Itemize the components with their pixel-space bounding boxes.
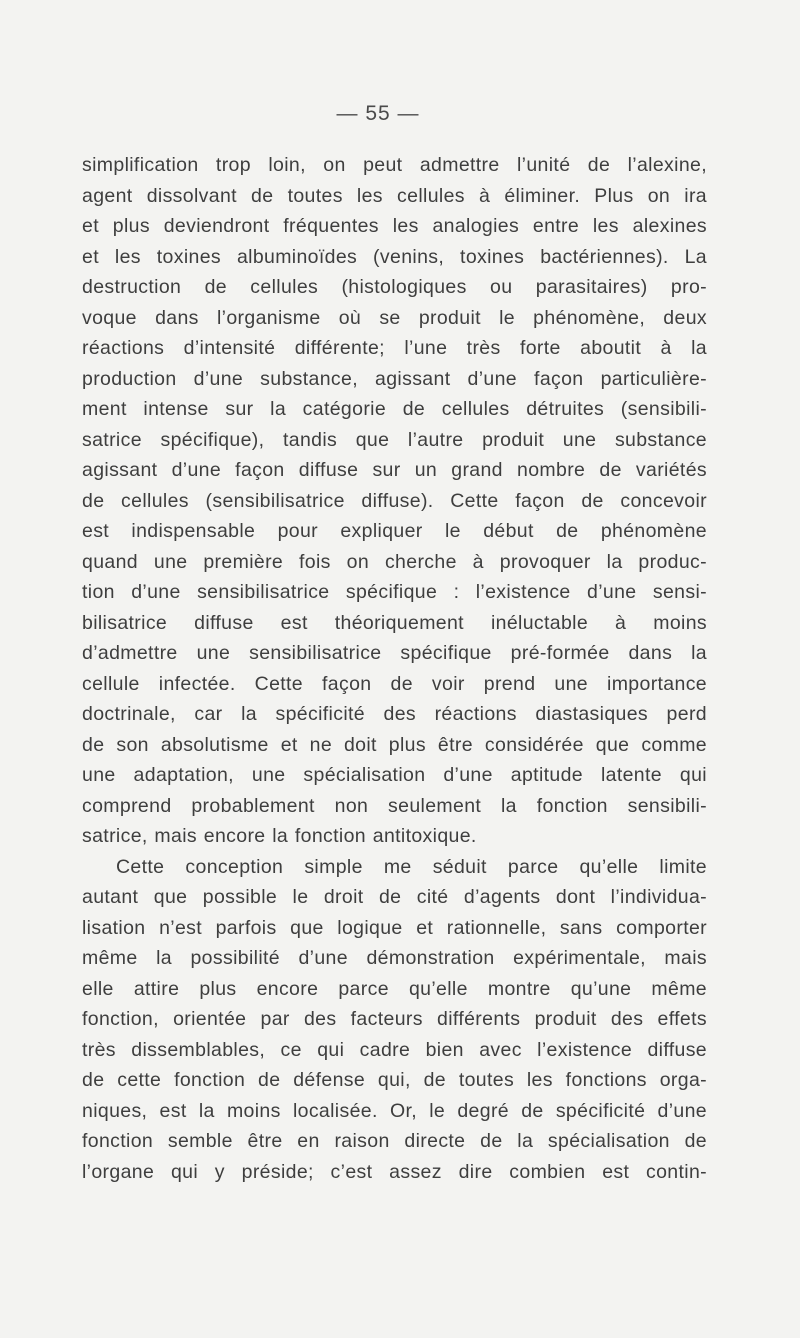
text-line: de cette fonction de défense qui, de toutes les fonctions orga- [82,1069,707,1091]
text-line: tion d’une sensibilisatrice spécifique : l’existence d’une sensi- [82,581,707,603]
text-line: réactions d’intensité différente; l’une très forte aboutit à la [82,337,707,359]
text-line: doctrinale, car la spécificité des réactions diastasiques perd [82,703,707,725]
text-line: cellule infectée. Cette façon de voir prend une importance [82,672,707,695]
text-line: simplification trop loin, on peut admettre l’unité de l’alexine, [82,154,707,176]
text-line: fonction, orientée par des facteurs différents produit des effets [82,1008,707,1030]
text-line: l’organe qui y préside; c’est assez dire combien est contin- [82,1160,707,1183]
text-line: autant que possible le droit de cité d’agents dont l’individua- [82,886,707,908]
text-line: de cellules (sensibilisatrice diffuse). Cette façon de concevoir [82,489,707,512]
text-line: niques, est la moins localisée. Or, le degré de spécificité d’une [82,1099,707,1122]
text-line: fonction semble être en raison directe de la spécialisation de [82,1130,707,1152]
text-line: voque dans l’organisme où se produit le phénomène, deux [82,306,707,329]
text-line: satrice spécifique), tandis que l’autre produit une substance [82,428,707,451]
text-line: est indispensable pour expliquer le début de phénomène [82,520,707,542]
text-line: lisation n’est parfois que logique et rationnelle, sans comporter [82,916,707,939]
text-line: une adaptation, une spécialisation d’une aptitude latente qui [82,764,707,786]
text-line: satrice, mais encore la fonction antitoxique. [82,825,477,847]
page-number: — 55 — [336,102,420,125]
text-line: bilisatrice diffuse est théoriquement inéluctable à moins [82,611,707,634]
text-line: agent dissolvant de toutes les cellules à éliminer. Plus on ira [82,184,707,207]
body-text [82,150,707,1187]
text-line: très dissemblables, ce qui cadre bien avec l’existence diffuse [82,1038,707,1061]
text-line: d’admettre une sensibilisatrice spécifique pré-formée dans la [82,642,707,664]
text-line: agissant d’une façon diffuse sur un grand nombre de variétés [82,459,707,481]
text-line: Cette conception simple me séduit parce qu’elle limite [116,855,707,878]
text-line: et les toxines albuminoïdes (venins, toxines bactériennes). La [82,245,707,268]
text-line: destruction de cellules (histologiques ou parasitaires) pro- [82,276,707,298]
text-line: quand une première fois on cherche à provoquer la produc- [82,550,707,573]
text-line: comprend probablement non seulement la fonction sensibili- [82,794,707,817]
text-line: de son absolutisme et ne doit plus être considérée que comme [82,733,707,756]
text-line: et plus deviendront fréquentes les analogies entre les alexines [82,215,707,237]
text-line: ment intense sur la catégorie de cellules détruites (sensibili- [82,398,707,420]
text-line: elle attire plus encore parce qu’elle montre qu’une même [82,977,707,1000]
text-line: production d’une substance, agissant d’une façon particulière- [82,367,707,390]
text-line: même la possibilité d’une démonstration expérimentale, mais [82,947,707,969]
